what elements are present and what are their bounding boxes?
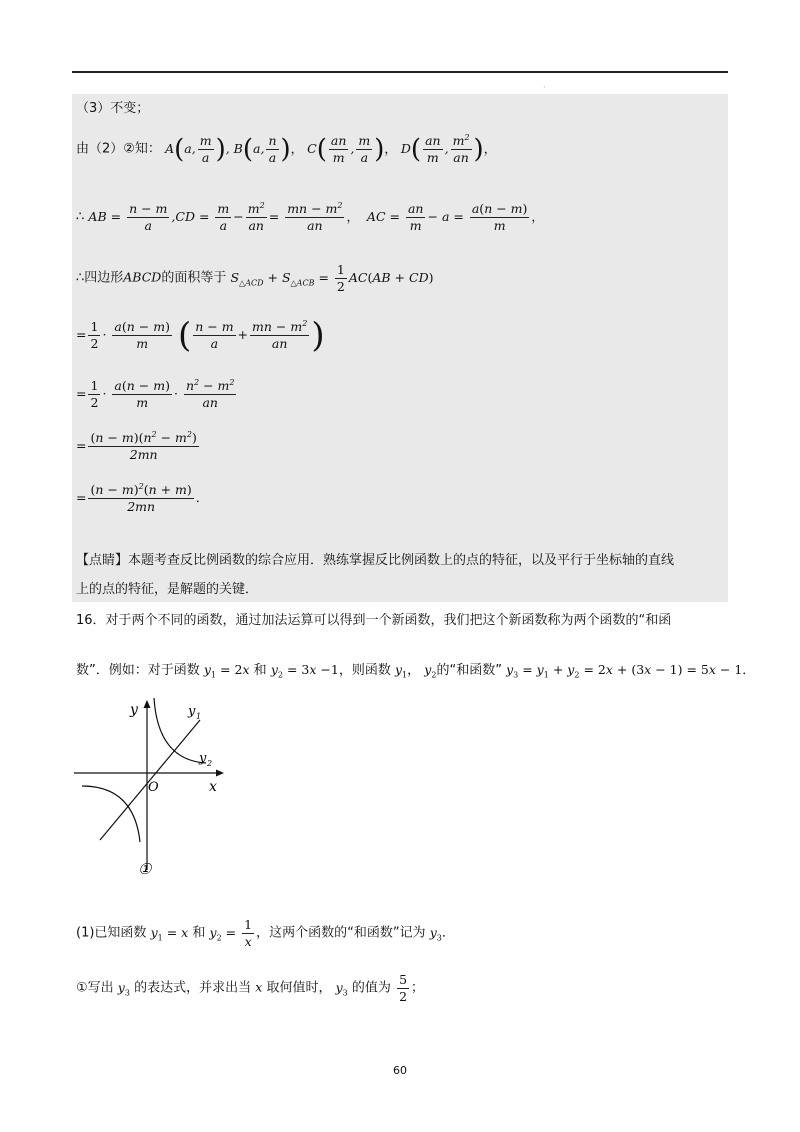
point-coordinates: A(a, $\frac{m}{a}$ ), B(a, $\frac{n}{a}$ )， C( $\frac{an}{m}$ , $\frac{m}{a}$ )， D( $\frac{an}{m}$ , $\frac{m^2}{an}$ )，	[165, 133, 497, 165]
example-y1: $y_1 = 2x$	[203, 662, 250, 680]
area-line	[76, 262, 433, 294]
part-1-sub-text-d: 的值为	[351, 980, 391, 996]
y3-ref-3: $y_3$	[335, 979, 348, 998]
step-3	[76, 430, 201, 462]
y3-ref-2: $y_3$	[117, 979, 130, 998]
q16-text-b: 和	[253, 663, 267, 678]
part-1-line	[76, 917, 455, 949]
section-label: （3）不变；	[76, 101, 150, 116]
step-2-formula: = $\frac{1}{2}$ · $\frac{a(n - m)}{m}$ · $\frac{n^2 - m^2}{an}$	[76, 378, 235, 410]
q16-line-2	[76, 664, 755, 680]
part-1-text-b: 和	[192, 925, 206, 941]
q16-text-end: ．	[742, 663, 756, 678]
given-y1: $y_1 = x$	[150, 924, 189, 943]
part-1-sub-text-e: ；	[411, 980, 425, 996]
step-1	[76, 315, 325, 355]
step-4-formula: = $\frac{(n - m)^2(n + m)}{2mn}$ ．	[76, 482, 209, 514]
step-4	[76, 482, 208, 514]
given-y2: $y_2$ = $\frac{1}{x}$	[209, 917, 253, 949]
y-axis-arrow	[144, 700, 151, 708]
y3-ref: $y_3$	[429, 924, 442, 943]
example-y2: $y_2 = 3x -1$	[270, 662, 339, 680]
given-prefix: 由（2）②知：	[76, 141, 161, 157]
quad-prefix: ∴四边形	[76, 270, 124, 286]
hyperbola-branch-q3	[82, 786, 140, 842]
part-1-text-d: ．	[441, 925, 455, 941]
part-1-text-a: (1)已知函数	[76, 925, 147, 941]
q16-text-e: 的“和函数”	[436, 663, 502, 678]
y2-sub: 2	[207, 759, 213, 768]
y-axis-label: y	[130, 702, 138, 718]
figure-caption: ①	[138, 860, 152, 878]
lengths-line	[76, 201, 544, 233]
function-graph	[68, 690, 233, 880]
x-axis-arrow	[216, 770, 224, 777]
coordinates-line	[76, 133, 496, 165]
q16-text-c: ，则函数	[338, 663, 391, 678]
x-axis-label: x	[209, 779, 217, 795]
y1-label: y	[188, 704, 196, 719]
y2-label: y	[199, 751, 207, 766]
origin-label: O	[148, 780, 159, 795]
example-y1-ref: $y_1$	[394, 662, 408, 680]
part-1-sub-text-b: 的表达式，并求出当	[134, 980, 252, 996]
step-2	[76, 378, 238, 410]
quad-name: ABCD	[123, 269, 162, 285]
scan-mark: ·	[543, 83, 546, 92]
part-1-sub-text-c: 取何值时，	[266, 980, 332, 996]
y1-sub: 1	[196, 712, 202, 721]
example-y2-ref: $y_2$	[424, 662, 437, 680]
step-1-formula: = $\frac{1}{2}$ · $\frac{a(n - m)}{m}$ ( $\frac{n - m}{a}$ + $\frac{mn - m^2}{an}$ )	[76, 315, 325, 355]
part-1-text-c: ，这两个函数的“和函数”记为	[256, 925, 426, 941]
x-var: x	[255, 979, 263, 995]
dianjing-line-1: 【点睛】本题考查反比例函数的综合应用．熟练掌握反比例函数上的点的特征，以及平行于坐标轴的直线	[76, 553, 675, 568]
q16-text-d: ，	[407, 663, 421, 678]
q16-text-a: 数”．例如：对于函数	[76, 663, 200, 678]
dianjing-line-2: 上的点的特征，是解题的关键．	[76, 582, 259, 597]
example-sum: $y_3 = y_1 + y_2 = 2x + (3x - 1) = 5x - 1$	[506, 662, 743, 680]
page-number: 60	[393, 1064, 407, 1077]
area-formula: $S_{\triangle ACD} + S_{\triangle ACB}$ = $\frac{1}{2}$ AC(AB + CD)	[230, 262, 434, 294]
target-value: $\frac{5}{2}$	[399, 972, 408, 1004]
q16-line-1: 16．对于两个不同的函数，通过加法运算可以得到一个新函数，我们把这个新函数称为两个函数的“和函	[76, 613, 672, 628]
header-rule	[72, 71, 728, 73]
part-1-sub-text-a: ①写出	[76, 980, 114, 996]
quad-area-text: 的面积等于	[161, 270, 227, 286]
part-1-sub-line	[76, 972, 424, 1004]
therefore-symbol: ∴	[76, 209, 85, 225]
step-3-formula: = $\frac{(n - m)(n^2 - m^2)}{2mn}$	[76, 430, 197, 462]
length-expressions: AB = $\frac{n - m}{a}$ ,CD = $\frac{m}{a}$ − $\frac{m^2}{an}$ = $\frac{mn - m^2}{an}$ ， AC = $\frac{an}{m}$ − a = $\frac{a(n - m)}{m}$ ，	[88, 201, 544, 233]
